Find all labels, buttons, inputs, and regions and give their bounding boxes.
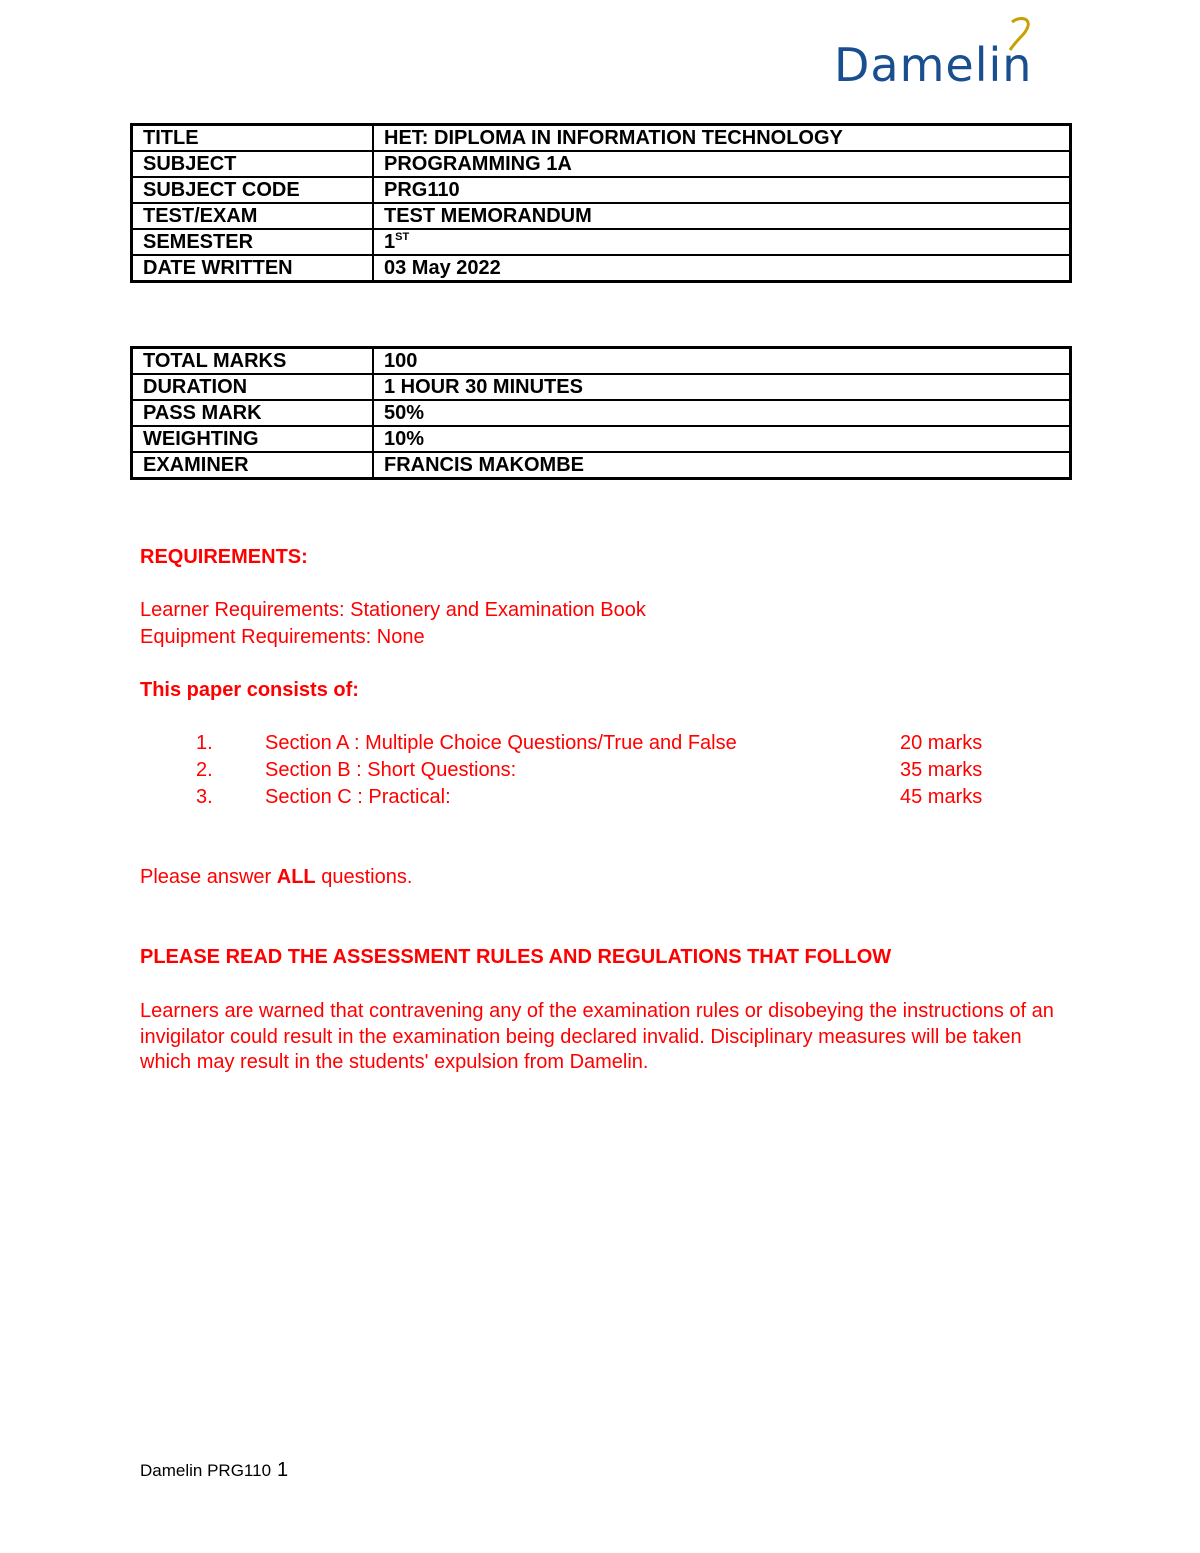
section-label: Section B : Short Questions: [265, 759, 517, 781]
table-row [132, 177, 1071, 203]
answer-bold: ALL [276, 866, 316, 888]
footer-text: Damelin PRG110 [140, 1461, 272, 1480]
requirements-heading: REQUIREMENTS: [140, 546, 308, 568]
table-row [132, 151, 1071, 177]
paper-heading: This paper consists of: [140, 679, 359, 701]
row-value: 50% [373, 400, 1071, 426]
row-key: DATE WRITTEN [132, 255, 374, 282]
section-number: 1. [196, 732, 213, 754]
answer-post: questions. [315, 866, 413, 888]
page-number: 1 [277, 1459, 289, 1481]
section-marks: 35 marks [900, 759, 983, 781]
damelin-logo [834, 14, 1066, 94]
table-row [132, 452, 1071, 479]
row-key: SUBJECT CODE [132, 177, 374, 203]
semester-number: 1 [384, 231, 396, 253]
page-footer [140, 1459, 288, 1482]
row-value: FRANCIS MAKOMBE [373, 452, 1071, 479]
table-row [132, 125, 1071, 152]
row-key: WEIGHTING [132, 426, 374, 452]
table-row [132, 203, 1071, 229]
row-key: TEST/EXAM [132, 203, 374, 229]
table-row [132, 374, 1071, 400]
answer-pre: Please answer [140, 866, 277, 888]
rules-heading: PLEASE READ THE ASSESSMENT RULES AND REGULATIONS THAT FOLLOW [140, 946, 892, 968]
row-value: PROGRAMMING 1A [373, 151, 1071, 177]
equipment-requirements: Equipment Requirements: None [140, 626, 425, 648]
course-info-table [130, 123, 1072, 283]
assessment-info-table [130, 346, 1072, 480]
section-number: 2. [196, 759, 213, 781]
row-value: PRG110 [373, 177, 1071, 203]
row-key: EXAMINER [132, 452, 374, 479]
row-value: TEST MEMORANDUM [373, 203, 1071, 229]
row-value: HET: DIPLOMA IN INFORMATION TECHNOLOGY [373, 125, 1071, 152]
row-value: 10% [373, 426, 1071, 452]
table-row [132, 348, 1071, 375]
section-number: 3. [196, 786, 213, 808]
row-key: DURATION [132, 374, 374, 400]
row-value [373, 229, 1071, 255]
table-row [132, 426, 1071, 452]
rules-text: Learners are warned that contravening any of the examination rules or disobeying the instructions of an invigilator could result in the examination being declared invalid. Disciplinary measures will be taken which may result in the students' expulsion from Damelin. [140, 1000, 1054, 1073]
row-value: 1 HOUR 30 MINUTES [373, 374, 1071, 400]
table-row [132, 400, 1071, 426]
section-label: Section A : Multiple Choice Questions/True and False [265, 732, 737, 754]
row-key: SUBJECT [132, 151, 374, 177]
learner-requirements: Learner Requirements: Stationery and Examination Book [140, 599, 646, 621]
section-marks: 20 marks [900, 732, 983, 754]
row-key: SEMESTER [132, 229, 374, 255]
row-value: 100 [373, 348, 1071, 375]
section-label: Section C : Practical: [265, 786, 451, 808]
row-value: 03 May 2022 [373, 255, 1071, 282]
table-row [132, 255, 1071, 282]
row-key: PASS MARK [132, 400, 374, 426]
section-marks: 45 marks [900, 786, 983, 808]
table-row [132, 229, 1071, 255]
row-key: TITLE [132, 125, 374, 152]
semester-suffix: ST [395, 231, 410, 243]
answer-instruction [140, 866, 412, 889]
row-key: TOTAL MARKS [132, 348, 374, 375]
logo-text: Damelin [834, 38, 1033, 92]
